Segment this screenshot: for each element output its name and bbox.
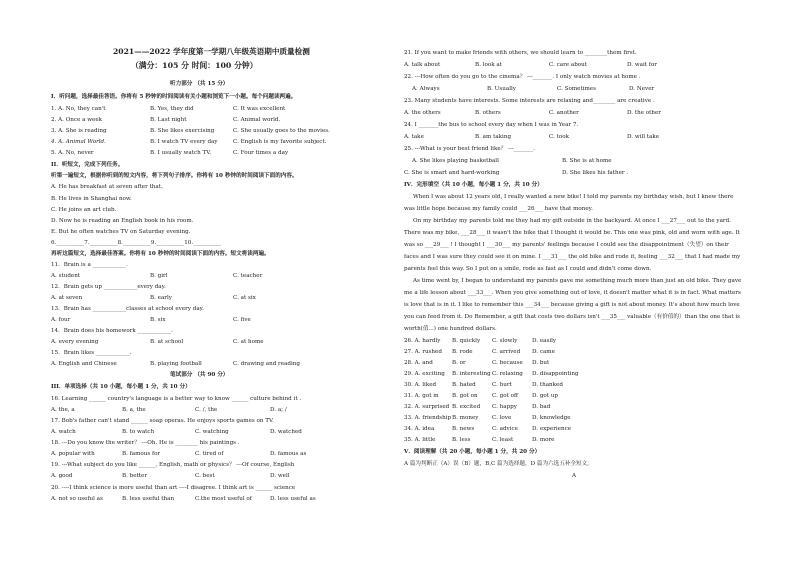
option[interactable]: D. the other bbox=[627, 110, 661, 116]
option[interactable]: D. experience bbox=[532, 426, 572, 432]
option[interactable]: C. five bbox=[233, 317, 251, 323]
section-5-heading: V．阅读理解（共 20 小题，每小题 1 分，共 20 分） bbox=[404, 449, 541, 455]
option[interactable]: A. the, a bbox=[51, 407, 75, 413]
option[interactable]: C. love bbox=[492, 415, 512, 421]
option[interactable]: B. quickly bbox=[452, 338, 481, 344]
option[interactable]: B. Yes, they did bbox=[150, 106, 194, 112]
option[interactable]: B. less useful than bbox=[122, 496, 175, 502]
passage-line: There was my bike, ___28___ it wasn't the bike that I thought it would be. This one was pink, old and worn with age. It bbox=[404, 230, 740, 236]
option[interactable]: C. relaxing bbox=[492, 371, 523, 377]
option[interactable]: D. She likes his father . bbox=[562, 170, 629, 176]
option[interactable]: D. knowledge bbox=[532, 415, 571, 421]
option[interactable]: A. watch bbox=[51, 429, 76, 435]
question-11: 11．Brain is a ____________. bbox=[51, 262, 128, 268]
option[interactable]: C. care about bbox=[549, 62, 588, 68]
question-18: 18. ---Do you know the writer？ ---Oh. He is ________ his paintings . bbox=[51, 440, 240, 446]
option[interactable]: B. hated bbox=[452, 382, 476, 388]
option[interactable]: C. at home bbox=[233, 339, 264, 345]
option[interactable]: D. watched bbox=[270, 429, 302, 435]
option[interactable]: D. more bbox=[532, 437, 555, 443]
option[interactable]: 28. A. and bbox=[404, 360, 433, 366]
option[interactable]: C. She usually goes to the movies. bbox=[233, 128, 330, 134]
option[interactable]: A. at seven bbox=[51, 295, 83, 301]
option[interactable]: C. at six bbox=[233, 295, 256, 301]
option[interactable]: D. will take bbox=[627, 134, 660, 140]
question-16: 16. Learning ______ country's language is a better way to know ______ culture behind it . bbox=[51, 396, 302, 402]
option[interactable]: D. disappointing bbox=[532, 371, 579, 377]
option[interactable]: B. got on bbox=[452, 393, 478, 399]
option[interactable]: C. teacher bbox=[233, 273, 263, 279]
option[interactable]: C. least bbox=[492, 437, 514, 443]
option[interactable]: B. Last night bbox=[150, 117, 187, 123]
passage-line: parents feel this way. So I put on a smile, rode as fast as I could and didn't come down. bbox=[404, 266, 652, 272]
option[interactable]: A. talk about bbox=[404, 62, 441, 68]
option[interactable]: 30. A. liked bbox=[404, 382, 437, 388]
option[interactable]: B. She is at home bbox=[562, 158, 612, 164]
exam-subtitle: （满分：105 分 时间：100 分钟） bbox=[131, 61, 258, 70]
option[interactable]: C. took bbox=[549, 134, 570, 140]
option[interactable]: B. playing football bbox=[150, 361, 202, 367]
question-14: 14．Brain does his homework ____________. bbox=[51, 328, 173, 334]
option[interactable]: B. to watch bbox=[122, 429, 155, 435]
passage-line: When I was about 12 years old, I really wanted a new bike! I told my parents my birthday wish, but I knew there bbox=[413, 194, 734, 200]
sentence-b: B. He lives in Shanghai now. bbox=[51, 196, 132, 202]
option[interactable]: B. interesting bbox=[452, 371, 491, 377]
option[interactable]: B. at school bbox=[150, 339, 184, 345]
option[interactable]: A. English and Chinese bbox=[51, 361, 117, 367]
written-header: 笔试部分 （共 90 分） bbox=[170, 372, 229, 378]
passage-a-label: A bbox=[572, 473, 577, 479]
option[interactable]: D. easily bbox=[532, 338, 557, 344]
option[interactable]: A. good bbox=[51, 473, 73, 479]
option[interactable]: A. not so useful as bbox=[51, 496, 103, 502]
option[interactable]: C. Animal world. bbox=[233, 117, 281, 123]
option[interactable]: 4. A. Animal World. bbox=[51, 139, 106, 145]
option[interactable]: 3. A. She is reading bbox=[51, 128, 107, 134]
option[interactable]: C. She is smart and hard-working bbox=[404, 170, 500, 176]
option[interactable]: D. well bbox=[270, 473, 290, 479]
option[interactable]: A. every evening bbox=[51, 339, 99, 345]
question-19: 19. ---What subject do you like ______, English, math or physics？ ---Of course, English bbox=[51, 462, 295, 468]
option[interactable]: 34. A. idea bbox=[404, 426, 435, 432]
option[interactable]: B. famous for bbox=[122, 451, 161, 457]
question-22: 22. ---How often do you go to the cinema？ ---_______. I only watch movies at home . bbox=[404, 74, 641, 80]
option[interactable]: D. wait for bbox=[627, 62, 657, 68]
question-20: 20. ----I think science is more useful than art ----I disagree. I think art is ______ science bbox=[51, 485, 296, 491]
option[interactable]: D. but bbox=[532, 360, 550, 366]
option[interactable]: 2. A. Once a week bbox=[51, 117, 103, 123]
option[interactable]: D. Never bbox=[629, 86, 655, 92]
option[interactable]: C. drawing and reading bbox=[233, 361, 300, 367]
option[interactable]: C. English is my favorite subject. bbox=[233, 139, 327, 145]
option[interactable]: 1. A. No, they can't bbox=[51, 106, 106, 112]
option[interactable]: 26. A. hardly bbox=[404, 338, 441, 344]
question-13: 13．Brain has ____________classes at school every day. bbox=[51, 306, 204, 312]
option[interactable]: 31. A. got in bbox=[404, 393, 439, 399]
option[interactable]: A. the others bbox=[404, 110, 441, 116]
passage-line: was little hope because my family could ___26___ have that money. bbox=[404, 206, 593, 212]
option[interactable]: B. rode bbox=[452, 349, 473, 355]
option[interactable]: C. tired of bbox=[195, 451, 224, 457]
question-17: 17. Bob's father can't stand ______ soap operas. He enjoys sports games on TV. bbox=[51, 418, 274, 424]
option[interactable]: C. /, the bbox=[195, 407, 218, 413]
option[interactable]: B. early bbox=[150, 295, 172, 301]
option[interactable]: C. hurt bbox=[492, 382, 512, 388]
option[interactable]: C. slowly bbox=[492, 338, 518, 344]
question-25: 25. ---What is your best friend like？ ---_______. bbox=[404, 146, 536, 152]
option[interactable]: B. or bbox=[452, 360, 466, 366]
option[interactable]: C. because bbox=[492, 360, 523, 366]
option[interactable]: 35. A. little bbox=[404, 437, 436, 443]
passage-line: is love that is in it. I like to remember this ___34___ because giving a gift is not about money. It's about how much love bbox=[404, 302, 740, 308]
option[interactable]: B. less bbox=[452, 437, 471, 443]
option[interactable]: A. four bbox=[51, 317, 71, 323]
sentence-c: C. He joins an art club. bbox=[51, 207, 117, 213]
option[interactable]: C. arrived bbox=[492, 349, 521, 355]
section-5-instruction: A 篇为判断正（A）误（B）题，B,C 篇为选择题，D 篇为六选五补全短文。 bbox=[404, 461, 593, 467]
option[interactable]: B. am taking bbox=[475, 134, 512, 140]
option[interactable]: B. better bbox=[122, 473, 148, 479]
option[interactable]: C. Four times a day bbox=[233, 150, 289, 156]
option[interactable]: D. thanked bbox=[532, 382, 563, 388]
option[interactable]: B. I watch TV every day bbox=[150, 139, 218, 145]
option[interactable]: C. It was excellent bbox=[233, 106, 286, 112]
question-23: 23. Many students have interests. Some interests are relaxing and________ are creative . bbox=[404, 98, 655, 104]
option[interactable]: C. watching bbox=[195, 429, 229, 435]
question-15: 15．Brain likes ____________. bbox=[51, 350, 132, 356]
question-12: 12．Brain gets up ____________every day. bbox=[51, 284, 166, 290]
order-blanks[interactable]: 6.__________7.__________8.__________9.__________10.__________ bbox=[51, 240, 222, 246]
section-4-heading: IV．完形填空（共 10 小题，每小题 1 分，共 10 分） bbox=[404, 182, 543, 188]
option[interactable]: D. bad bbox=[532, 404, 551, 410]
option[interactable]: B. excited bbox=[452, 404, 481, 410]
option[interactable]: B. girl bbox=[150, 273, 168, 279]
sentence-d: D. Now he is reading an English book in his room. bbox=[51, 218, 194, 224]
passage-line: worth(值...) one hundred dollars. bbox=[404, 326, 497, 332]
listening-header: 听力部分 （共 15 分） bbox=[170, 81, 229, 87]
passage-line: was so ___29___ ! I thought I ___30___ my parents' feelings because I could see the disappointment（失望）on their bbox=[404, 242, 729, 248]
option[interactable]: 27. A. rushed bbox=[404, 349, 442, 355]
option[interactable]: 5. A. No, never bbox=[51, 150, 94, 156]
option[interactable]: A. take bbox=[404, 134, 424, 140]
option[interactable]: D. got up bbox=[532, 393, 558, 399]
section-2-instruction-2: 再听这篇短文，选择最佳答案。你将有 10 秒钟的时间阅读下面的内容。短文将读两遍。 bbox=[51, 251, 270, 257]
option[interactable]: C. best bbox=[195, 473, 215, 479]
exam-title: 2021——2022 学年度第一学期八年级英语期中质量检测 bbox=[113, 47, 310, 56]
option[interactable]: B. money bbox=[452, 415, 479, 421]
option[interactable]: B. I usually watch TV. bbox=[150, 150, 212, 156]
option[interactable]: B. a, the bbox=[122, 407, 146, 413]
option[interactable]: A. She likes playing basketball bbox=[412, 158, 499, 164]
option[interactable]: A. student bbox=[51, 273, 81, 279]
sentence-a: A. He has breakfast at seven after that。 bbox=[51, 184, 167, 190]
passage-line: you can feed from it. Do Remember, a gift that costs two dollars isn't ___35___ valuable（有价值的）than the one that is bbox=[404, 314, 740, 320]
option[interactable]: B. others bbox=[475, 110, 501, 116]
passage-line: faces and I was sure they could see it on mine. I ___31___ the old bike and rode it, feeling ___32___ that I had made my bbox=[404, 254, 741, 260]
sentence-e: E. But he often watches TV on Saturday evening. bbox=[51, 229, 191, 235]
right-page bbox=[397, 0, 794, 562]
option[interactable]: 32. A. surprised bbox=[404, 404, 450, 410]
section-1-instruction: I．听问题，选择最佳答语。你将有 5 秒钟的时间阅读有关小题和浏览下一小题。每个问题读两遍。 bbox=[51, 94, 297, 100]
option[interactable]: 29. A. exciting bbox=[404, 371, 445, 377]
option[interactable]: D. came bbox=[532, 349, 555, 355]
option[interactable]: D. less useful as bbox=[270, 496, 316, 502]
option[interactable]: C. another bbox=[549, 110, 579, 116]
option[interactable]: B. news bbox=[452, 426, 475, 432]
question-21: 21. If you want to make friends with others, we should learn to ________them first. bbox=[404, 50, 637, 56]
option[interactable]: A. Always bbox=[412, 86, 440, 92]
section-3-heading: III．单项选择（共 10 小题，每小题 1 分，共 10 分） bbox=[51, 384, 191, 390]
option[interactable]: C. advice bbox=[492, 426, 518, 432]
option[interactable]: D. famous as bbox=[270, 451, 307, 457]
option[interactable]: B. six bbox=[150, 317, 166, 323]
option[interactable]: C.the most useful of bbox=[195, 496, 252, 502]
passage-line: me a life lesson about ___33___. When you give something out of love, it doesn't matter what it is in fact. What matters bbox=[404, 290, 741, 296]
option[interactable]: B. look at bbox=[475, 62, 502, 68]
option[interactable]: D. a; / bbox=[270, 407, 287, 413]
option[interactable]: B. Usually bbox=[487, 86, 516, 92]
passage-line: As time went by, I began to understand my parents gave me something much more than just an old bike. They gave bbox=[413, 278, 742, 284]
section-2-heading: II．听短文，完成下列任务。 bbox=[51, 162, 124, 168]
option[interactable]: C. happy bbox=[492, 404, 517, 410]
passage-line: On my birthday my parents told me they had my gift outside in the backyard. At once I ___27___ out to the yard. bbox=[413, 218, 731, 224]
option[interactable]: C. got off bbox=[492, 393, 518, 399]
option[interactable]: A. popular with bbox=[51, 451, 95, 457]
question-24: 24. I _______the bus to school every day when I was in Year 7. bbox=[404, 122, 579, 128]
option[interactable]: C. Sometimes bbox=[557, 86, 596, 92]
option[interactable]: 33. A. friendship bbox=[404, 415, 452, 421]
section-2-instruction: 听第一遍短文，根据你听到的短文内容，将下列句子排序。你将有 10 秒钟的时间阅读下面的内容。 bbox=[51, 173, 298, 179]
option[interactable]: B. She likes exercising bbox=[150, 128, 215, 134]
